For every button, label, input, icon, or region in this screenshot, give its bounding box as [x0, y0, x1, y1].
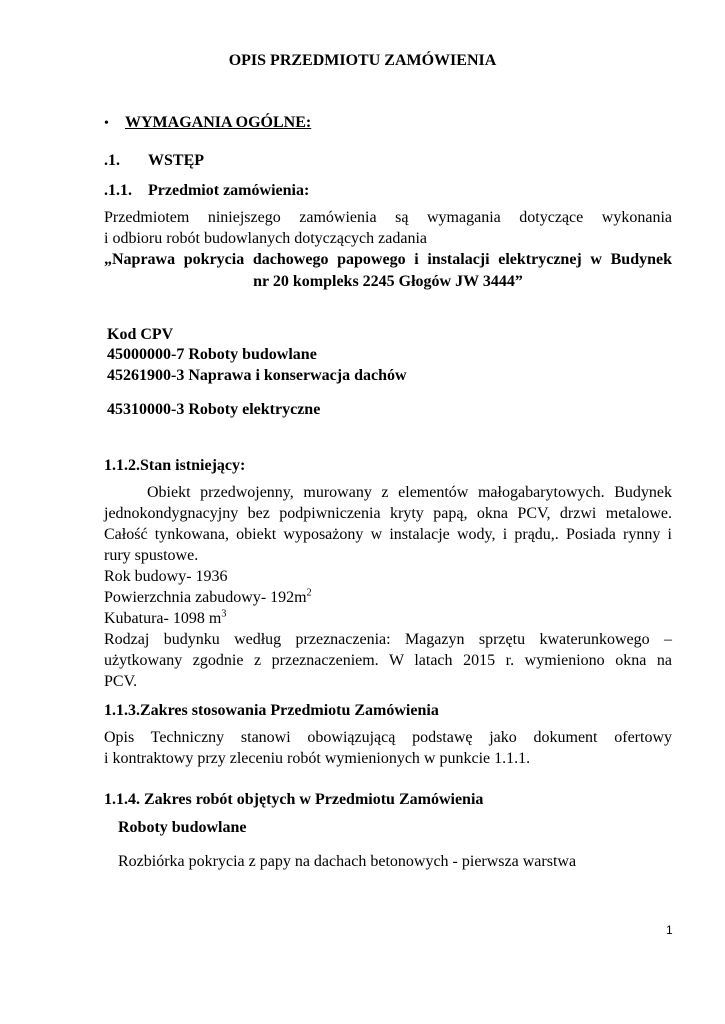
task-title-line-1: „Naprawa pokrycia dachowego papowego i instalacji elektrycznej w Budynek: [104, 251, 672, 268]
volume-superscript: 3: [221, 608, 227, 620]
intro-line-1: Przedmiotem niniejszego zamówienia są wymagania dotyczące wykonania: [104, 209, 672, 226]
cpv-code-1: 45000000-7 Roboty budowlane: [107, 346, 317, 363]
section-1-label: WSTĘP: [148, 152, 205, 169]
built-area-text: Powierzchnia zabudowy- 192m: [104, 589, 307, 606]
section-1-number: .1.: [104, 152, 120, 169]
works-item-1: Rozbiórka pokrycia z papy na dachach betonowych - pierwsza warstwa: [118, 853, 577, 870]
section-1-1-2-heading: 1.1.2.Stan istniejący:: [104, 457, 246, 474]
built-area: [104, 589, 312, 607]
existing-state-line-2: jednokondygnacyjny bez podpiwniczenia kryty papą, okna PCV, drzwi metalowe.: [104, 505, 672, 522]
scope-line-2: i kontraktowy przy zleceniu robót wymienionych w punkcie 1.1.1.: [104, 750, 531, 767]
volume-text: Kubatura- 1098 m: [104, 610, 222, 627]
cpv-code-2: 45261900-3 Naprawa i konserwacja dachów: [107, 367, 407, 384]
cpv-heading: Kod CPV: [107, 326, 174, 343]
bullet-icon: •: [104, 116, 109, 131]
cpv-code-3: 45310000-3 Roboty elektryczne: [107, 401, 321, 418]
construction-year: Rok budowy- 1936: [104, 568, 228, 585]
building-type-line-3: PCV.: [104, 673, 138, 690]
construction-works-subheading: Roboty budowlane: [118, 819, 247, 836]
scope-line-1: Opis Techniczny stanowi obowiązującą podstawę jako dokument ofertowy: [104, 729, 672, 746]
page-number: 1: [666, 923, 673, 937]
volume: [104, 610, 226, 628]
section-1-1-3-heading: 1.1.3.Zakres stosowania Przedmiotu Zamówienia: [104, 702, 439, 719]
section-1-1-number: .1.1.: [104, 182, 132, 199]
intro-line-2: i odbioru robót budowlanych dotyczących zadania: [104, 230, 427, 247]
general-requirements-heading: [104, 114, 109, 132]
existing-state-line-3: Całość tynkowana, obiekt wyposażony w instalacje wody, i prądu,. Posiada rynny i: [104, 526, 672, 543]
general-requirements-label: WYMAGANIA OGÓLNE:: [125, 114, 312, 131]
built-area-superscript: 2: [306, 587, 312, 599]
task-title-line-2: nr 20 kompleks 2245 Głogów JW 3444”: [253, 273, 523, 290]
section-1-1-4-heading: 1.1.4. Zakres robót objętych w Przedmiotu Zamówienia: [104, 791, 484, 808]
document-title: OPIS PRZEDMIOTU ZAMÓWIENIA: [228, 52, 497, 69]
existing-state-line-4: rury spustowe.: [104, 547, 199, 564]
building-type-line-2: użytkowany zgodnie z przeznaczeniem. W latach 2015 r. wymieniono okna na: [104, 652, 672, 669]
section-1-1-label: Przedmiot zamówienia:: [148, 182, 310, 199]
building-type-line-1: Rodzaj budynku według przeznaczenia: Magazyn sprzętu kwaterunkowego –: [104, 631, 672, 648]
existing-state-line-1: Obiekt przedwojenny, murowany z elementów małogabarytowych. Budynek: [147, 484, 672, 501]
